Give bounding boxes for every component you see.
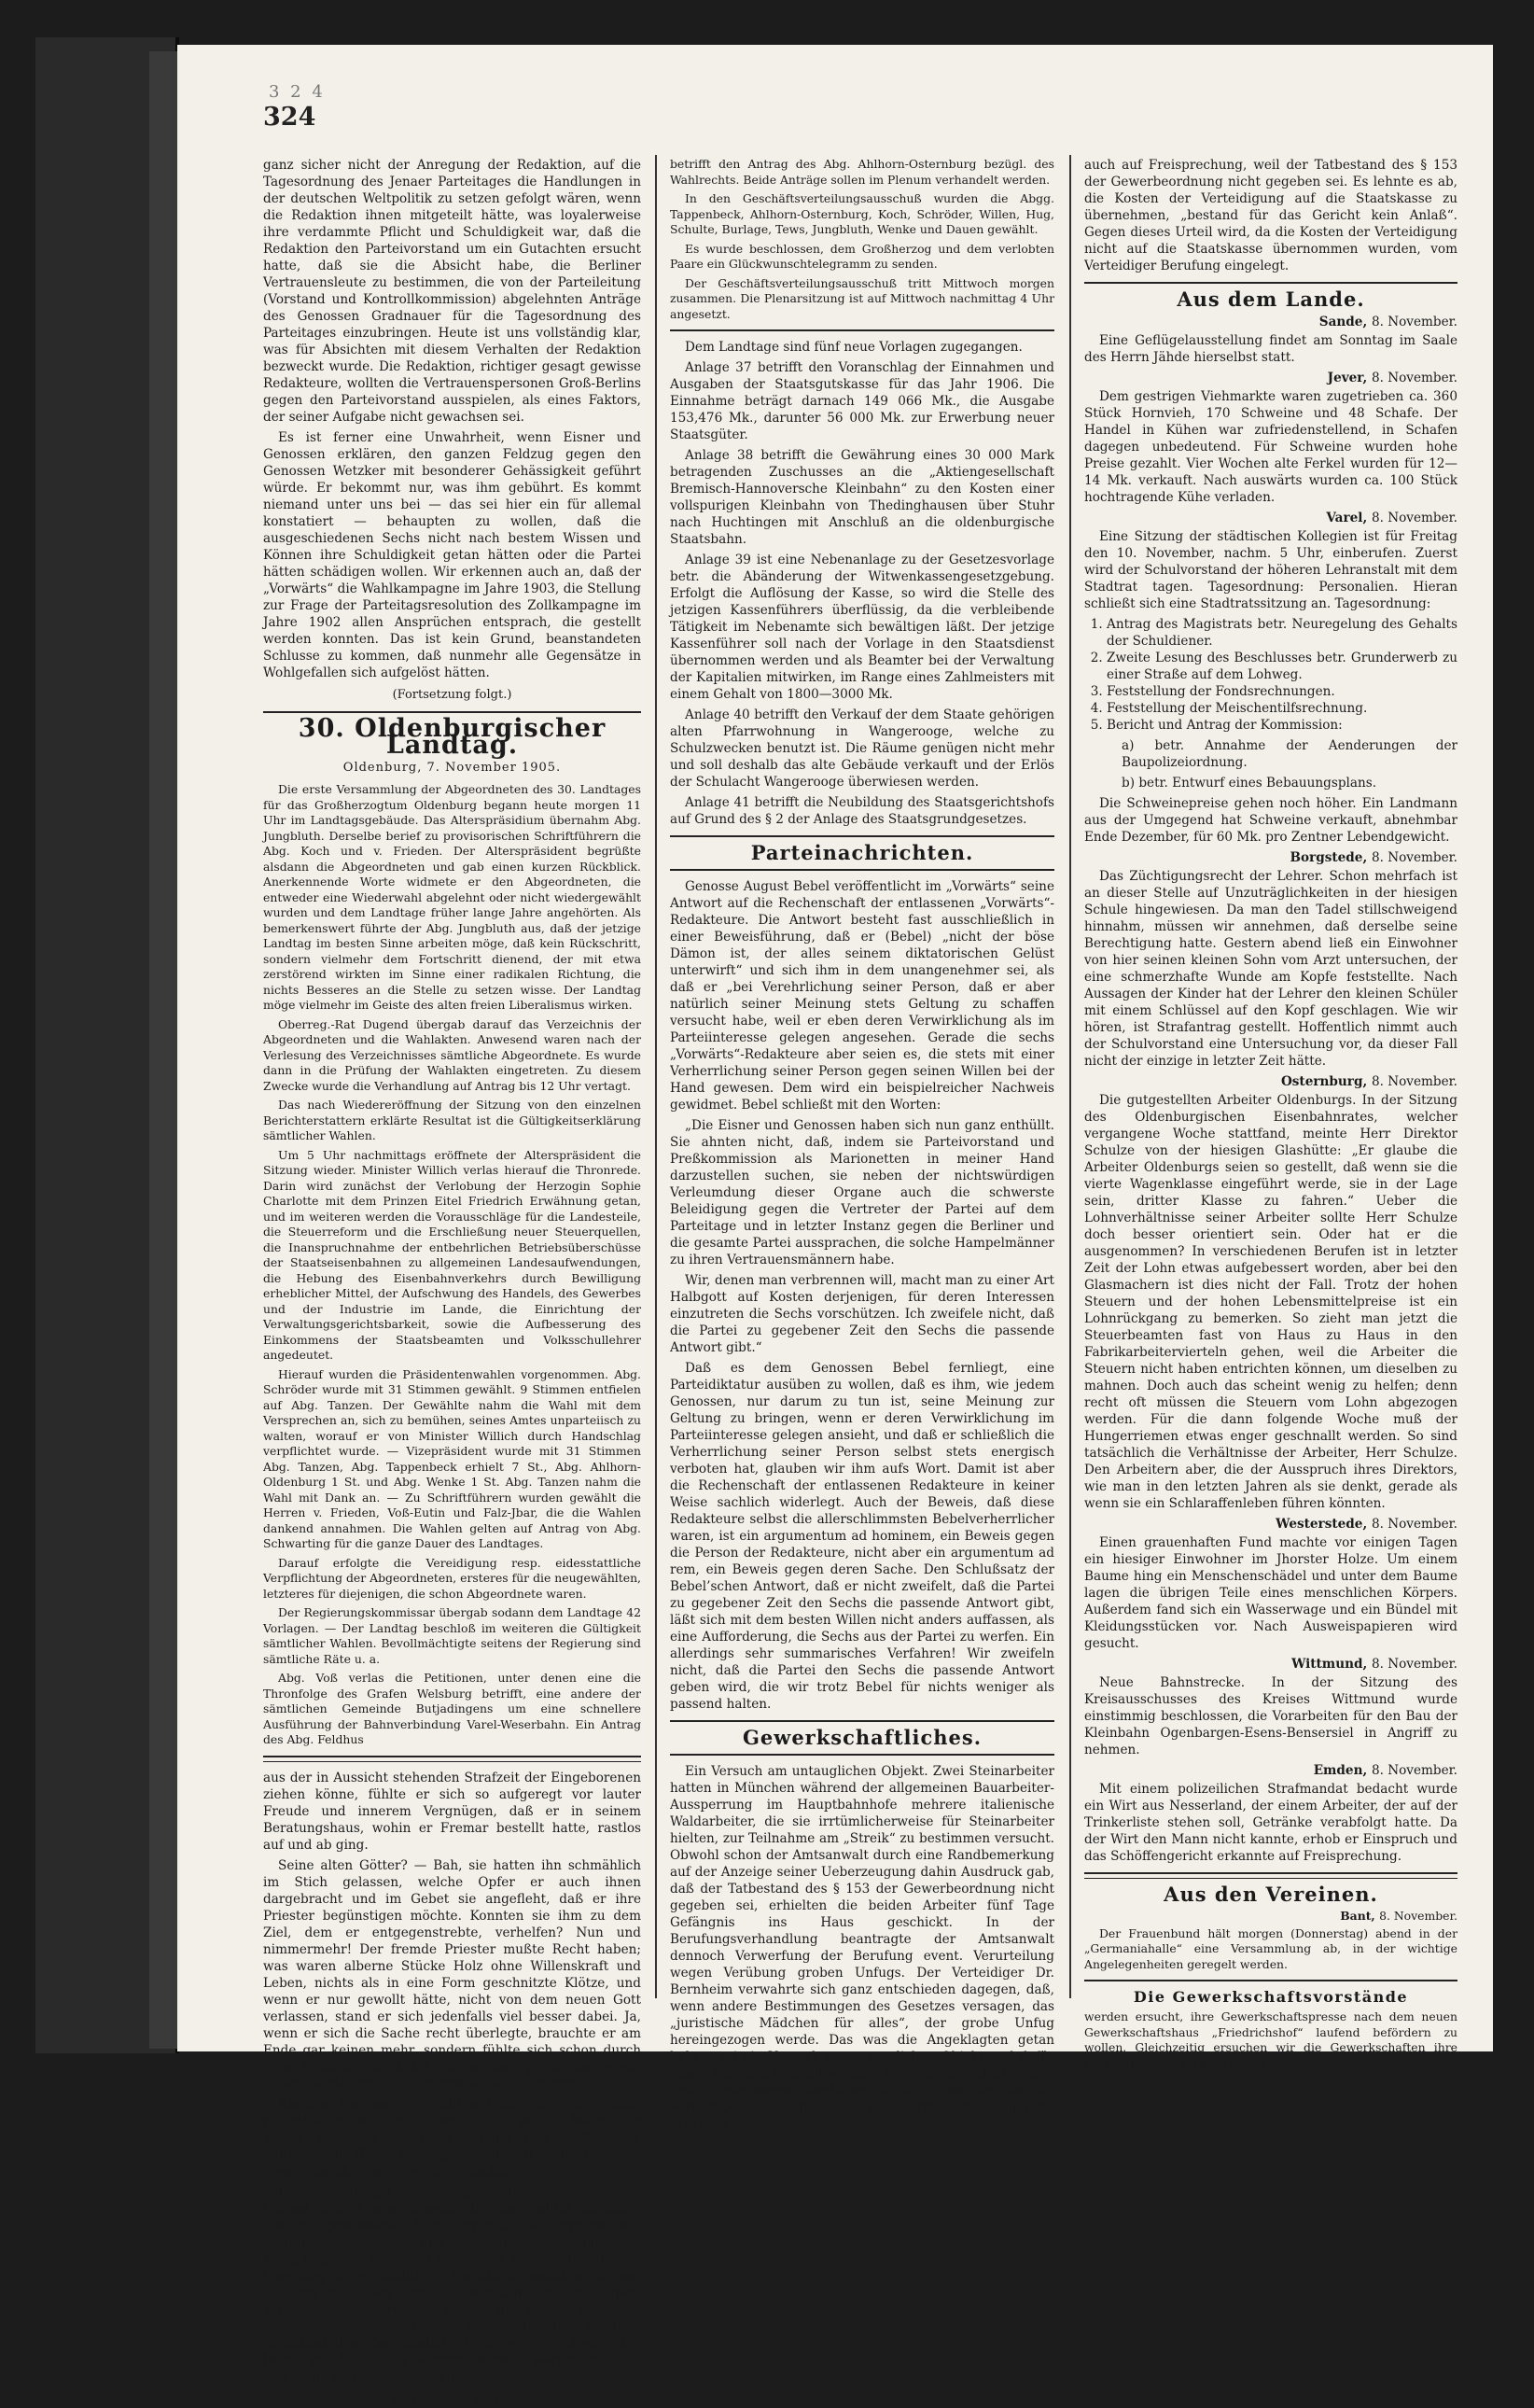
agenda-item: 4. Feststellung der Meischentilfsrechnung. [1107, 700, 1457, 717]
column-1 [263, 157, 641, 2406]
section-divider [1084, 282, 1457, 284]
dateline-sande [1084, 314, 1457, 330]
place-name: Sande, [1318, 315, 1368, 329]
place-name: Westerstede, [1276, 1517, 1368, 1532]
local-news-paragraph: Neue Bahnstrecke. In der Sitzung des Kreisausschusses des Kreises Wittmund wurde einstimmig beschlossen, die Vorarbeiten für den Bau der Kleinbahn Ogenbargen-Esens-Bensersiel in Angriff zu nehmen. [1084, 1675, 1457, 1757]
section-divider [1084, 1980, 1457, 1981]
feuilleton-paragraph: Ramara Toa war ein Vollblut-Heide und ein großer Häuptling; er betrachtete die Religion nur als Mittel zum Zweck, d. h. als ein Mittel, um das Volk im Zaum zu halten, nicht für seinen eigenen Bedarf, denn er stand sowohl darüber, wie über den Gesetzen. [263, 2096, 641, 2179]
continuation-note: (Fortsetzung folgt.) [392, 2391, 512, 2406]
dateline-varel [1084, 510, 1457, 526]
local-news-paragraph: Eine Sitzung der städtischen Kollegien ist für Freitag den 10. November, nachm. 5 Uhr, einberufen. Zuerst wird der Schulvorstand der höheren Lehranstalt mit dem Stadtrat tagen. Tagesordnung: Personalien. Hieran schließt sich eine Stadtratssitzung an. Tagesordnung: [1084, 529, 1457, 611]
gewerkschaftliches-headline: Gewerkschaftliches. [742, 1726, 983, 1749]
landtag-paragraph: Die erste Versammlung der Abgeordneten des 30. Landtages für das Großherzogtum Oldenburg begann heute morgen 11 Uhr im Landtagsgebäude. Das Alterspräsidium übernahm Abg. Jungbluth. Derselbe berief zu provisorischen Schriftführern die Abg. Koch und v. Frieden. Der Alterspräsident begrüßte alsdann die Abgeordneten und gab einen kurzen Rückblick. Anerkennende Worte widmete er den Abgeordneten, die entweder eine Wiederwahl abgelehnt oder nicht wiedergewählt wurden und dem Landtage früher lange Jahre angehörten. Als bemerkenswert führte der Abg. Jungbluth aus, daß der jetzige Landtag im besten Sinne arbeiten möge, daß kein Rückschritt, sondern vielmehr dem Fortschritt dienend, der mit etwa zerstörend wirkten im Sinne einer radikalen Richtung, die nichts Besseres an die Stelle zu setzen wisse. Der Landtag möge vielmehr im Geiste des alten freien Liberalismus wirken. [263, 782, 641, 1012]
feuilleton-divider [263, 1756, 641, 1762]
article-paragraph: Es ist ferner eine Unwahrheit, wenn Eisner und Genossen erklären, den ganzen Feldzug gegen den Genossen Wetzker mit besonderer Gehässigkeit geführt würde. Er bekommt nur, was ihm gebührt. Es kommt niemand unter uns bei — das sei hier ein für allemal konstatiert — behaupten zu wollen, daß die ausgeschiedenen Sechs nicht nach bestem Wissen und Können ihre Schuldigkeit getan hätten oder die Partei hätten schädigen wollen. Wir erkennen auch an, daß der „Vorwärts“ die Wahlkampagne im Jahre 1903, die Stellung zur Frage der Parteitagsresolution des Zollkampagne im Jahre 1902 allen Ansprüchen entsprach, die gestellt werden konnten. Das ist kein Grund, beanstandeten Schlusse zu kommen, daß nunmehr alle Gegensätze in Wohlgefallen sich aufgelöst hätten. [263, 430, 641, 680]
section-divider [670, 1720, 1054, 1722]
landtag-headline: 30. Oldenburgischer Landtag. [298, 714, 607, 760]
section-divider [1084, 1872, 1457, 1879]
agenda-item: 1. Antrag des Magistrats betr. Neuregelung des Gehalts der Schuldiener. [1107, 616, 1457, 650]
gewerkschaftsvorstaende-headline: Die Gewerkschaftsvorstände [1133, 1988, 1409, 2006]
aus-den-vereinen-headline: Aus den Vereinen. [1164, 1883, 1378, 1906]
feuilleton-paragraph: Seine alten Götter? — Bah, sie hatten ihn schmählich im Stich gelassen, welche Opfer er auch ihnen dargebracht und im Gebet sie angefleht, daß er ihre Priester begünstigen möchte. Konnten sie ihm zu dem Ziel, dem er entgegenstrebte, verhelfen? Nun und nimmermehr! Der fremde Priester mußte Recht haben; was waren alberne Stücke Holz ohne Willenskraft und Leben, nichts als in eine Form geschnitzte Klötze, und wenn er nur gewollt hätte, nicht von dem neuen Gott verlassen, stand er sich jedenfalls viel besser dabei. Ja, wenn er sich die Sache recht überlegte, brauchte er am Ende gar keinen mehr, sondern fühlte sich schon durch seine Ueberlegenheit der Waffen stark genug, um es mit seinen sämtlichen Feinden getrost aufzunehmen. [263, 1857, 641, 2092]
article-paragraph: ganz sicher nicht der Anregung der Redaktion, auf die Tagesordnung des Jenaer Parteitages die Handlungen in der deutschen Weltpolitik zu setzen gefolgt wären, wenn die Redaktion ihnen mitgeteilt hätte, was loyalerweise ihre verdammte Pflicht und Schuldigkeit war, daß die Redaktion den Parteivorstand um ein Gutachten ersucht hatte, daß sie die Absicht habe, die Berliner Vertrauensleute zu bestimmen, die von der Parteileitung (Vorstand und Kontrollkommission) abgelehnten Anträge des Genossen Gradnauer für die Tagesordnung des Parteitages einzubringen. Heute ist uns vollständig klar, was für Absichten mit diesem Verhalten der Redaktion bezweckt wurde. Die Redaktion, richtiger gesagt gewisse Redakteure, wollten die Vertrauenspersonen Groß-Berlins gegen den Parteivorstand ausspielen, als eines Faktors, der seiner Aufgabe nicht gewachsen sei. [263, 158, 641, 425]
gewerkschaft-paragraph: auch auf Freisprechung, weil der Tatbestand des § 153 der Gewerbeordnung nicht gegeben sei. Es lehnte es ab, die Kosten der Verteidigung auf die Staatskasse zu übernehmen, „bestand für das Gericht kein Anlaß“. Gegen dieses Urteil wird, da die Kosten der Verteidigung nicht auf die Staatskasse übernommen wurden, vom Verteidiger Berufung eingelegt. [1084, 158, 1457, 273]
section-divider [263, 711, 641, 713]
partei-paragraph: Wir, denen man verbrennen will, macht man zu einer Art Halbgott auf Kosten derjenigen, für deren Interessen einzutreten die Sechs vorschützen. Ich zweifele nicht, daß die Partei zu gegebener Zeit den Sechs die passende Antwort gibt.“ [670, 1273, 1054, 1355]
local-news-paragraph: Dem gestrigen Viehmarkte waren zugetrieben ca. 360 Stück Hornvieh, 170 Schweine und 48 Schafe. Der Handel in Kühen war zufriedenstellend, in Schafen dagegen unbedeutend. Für Schweine wurden hohe Preise gezahlt. Vier Wochen alte Ferkel wurden für 12—14 Mk. verkauft. Nach auswärts wurden ca. 100 Stück hochtragende Kühe verladen. [1084, 389, 1457, 505]
vorlagen-paragraph: Anlage 41 betrifft die Neubildung des Staatsgerichtshofs auf Grund des § 2 der Anlage des Staatsgrundgesetzes. [670, 795, 1054, 827]
place-date: 8. November. [1371, 1074, 1457, 1089]
place-date: 8. November. [1371, 315, 1457, 329]
local-news-paragraph: Die gutgestellten Arbeiter Oldenburgs. In der Sitzung des Oldenburgischen Eisenbahnrates, welcher vergangene Woche stattfand, meinte Herr Direktor Schulze von der hiesigen Glashütte: „Er glaube die Arbeiter Oldenburgs seien so gestellt, daß wenn sie die vierte Wagenklasse eingeführt werde, sie in der Lage sein, dritter Klasse zu fahren.“ Ueber die Lohnverhältnisse seiner Arbeiter sollte Herr Schulze doch besser orientiert sein. Oder hat er die ausgenommen? In verschiedenen Berufen ist in letzter Zeit der Lohn etwas aufgebessert worden, aber bei den Glasmachern ist dies nicht der Fall. Trotz der hohen Steuern und der hohen Lebensmittelpreise ist ein Lohnrückgang zu bemerken. So zieht man jetzt die Steuerbeamten fast von Haus zu Haus in den Fabrikarbeitervierteln gehen, weil die Arbeiter die Steuern nicht haben entrichten können, um dieselben zu mahnen. Doch auch das scheint wenig zu helfen; denn recht oft müssen die Steuern vom Lohn abgezogen werden. Für die dann folgende Woche muß der Hungerriemen etwas enger geschnallt werden. So sind tatsächlich die Verhältnisse der Arbeiter, Herr Schulze. Den Arbeitern aber, die der Ausspruch ihres Direktors, wie man in den letzten Jahren als sie denkt, gerade als wenn sie ein Schlaraffenleben führen könnten. [1084, 1093, 1457, 1511]
landtag-paragraph: Um 5 Uhr nachmittags eröffnete der Alterspräsident die Sitzung wieder. Minister Willich verlas hierauf die Thronrede. Darin wird zunächst der Verlobung der Herzogin Sophie Charlotte mit dem Prinzen Eitel Friedrich Erwähnung getan, und im weiteren werden die Vorausschläge für die Landesteile, die Steuerreform und die Erschließung neuer Steuerquellen, die Inanspruchnahme der entbehrlichen Betriebsüberschüsse der Staatseisenbahnen zu allgemeinen Landesaufwendungen, die Hebung des Eisenbahnverkehrs durch Bewilligung erheblicher Mittel, der Aufschwung des Handels, des Gewerbes und der Industrie im Lande, die Einrichtung der Verwaltungsgerichtsbarkeit, sowie die Aufbesserung des Einkommens der Staatsbeamten und Volksschullehrer angedeutet. [263, 1147, 641, 1362]
landtag-paragraph: In den Geschäftsverteilungsausschuß wurden die Abgg. Tappenbeck, Ahlhorn-Osternburg, Koch, Schröder, Willen, Hug, Schulte, Burlage, Tews, Jungbluth, Wenke und Dauen gewählt. [670, 191, 1054, 236]
agenda-item: 2. Zweite Lesung des Beschlusses betr. Grunderwerb zu einer Straße auf dem Lohweg. [1107, 650, 1457, 683]
landtag-paragraph: Der Geschäftsverteilungsausschuß tritt Mittwoch morgen zusammen. Die Plenarsitzung ist auf Mittwoch nachmittag 4 Uhr angesetzt. [670, 275, 1054, 321]
place-date: 8. November. [1371, 511, 1457, 525]
local-news-paragraph: Eine Geflügelausstellung findet am Sonntag im Saale des Herrn Jähde hierselbst statt. [1084, 333, 1457, 365]
column-rule-2 [1069, 155, 1071, 1998]
dateline-bant [1084, 1909, 1457, 1925]
section-divider [670, 835, 1054, 837]
landtag-paragraph: Das nach Wiedereröffnung der Sitzung von den einzelnen Berichterstattern erklärte Resultat ist die Gültigkeitserklärung sämtlicher Wahlen. [263, 1098, 641, 1142]
book-gutter-shadow [149, 51, 177, 2049]
landtag-paragraph: Es wurde beschlossen, dem Großherzog und dem verlobten Paare ein Glückwunschtelegramm zu senden. [670, 241, 1054, 271]
place-date: 8. November. [1371, 1657, 1457, 1672]
aus-dem-lande-headline: Aus dem Lande. [1177, 287, 1365, 311]
vorlagen-paragraph: Anlage 38 betrifft die Gewährung eines 30 000 Mark betragenden Zuschusses an die „Aktiengesellschaft Bremisch-Hannoversche Kleinbahn“ zu den Kosten einer vollspurigen Kleinbahn von Thedinghausen über Stuhr nach Huchtingen mit Anschluß an die oldenburgische Staatsbahn. [670, 448, 1054, 547]
landtag-paragraph: Abg. Voß verlas die Petitionen, unter denen eine die Thronfolge des Grafen Welsburg betrifft, eine andere der sämtlichen Gemeinde Butjadingens um eine schnellere Ausführung der Bahnverbindung Varel-Weserbahn. Ein Antrag des Abg. Feldhus [263, 1671, 641, 1746]
place-date: 8. November. [1379, 1909, 1457, 1923]
landtag-paragraph: Hierauf wurden die Präsidentenwahlen vorgenommen. Abg. Schröder wurde mit 31 Stimmen gewählt. 9 Stimmen entfielen auf Abg. Tanzen. Der Gewählte nahm die Wahl mit dem Versprechen an, sich zu bemühen, seines Amtes unparteiisch zu walten, worauf er von Minister Willich durch Handschlag verpflichtet wurde. — Vizepräsident wurde mit 31 Stimmen Abg. Tanzen, Abg. Tappenbeck erhielt 7 St., Abg. Ahlhorn-Oldenburg 1 St. und Abg. Wenke 1 St. Abg. Tanzen nahm die Wahl mit Dank an. — Zu Schriftführern wurden gewählt die Herren v. Frieden, Voß-Eutin und Falz-Jbar, die die Wahlen dankend annahmen. Die Wahlen gelten auf Antrag von Abg. Schwarting für die ganze Dauer des Landtages. [263, 1366, 641, 1550]
landtag-paragraph: Oberreg.-Rat Dugend übergab darauf das Verzeichnis der Abgeordneten und die Wahlakten. Anwesend waren nach der Verlesung des Verzeichnisses sämtliche Abgeordnete. Es wurde dann in die Prüfung der Wahlakten eingetreten. Zu diesem Zwecke wurde die Verhandlung auf Antrag bis 12 Uhr vertagt. [263, 1016, 641, 1093]
dateline-borgstede [1084, 849, 1457, 866]
place-date: 8. November. [1371, 850, 1457, 865]
column-rule-1 [655, 155, 657, 1998]
vorlagen-paragraph: Dem Landtage sind fünf neue Vorlagen zugegangen. [685, 340, 1023, 355]
landtag-dateline: Oldenburg, 7. November 1905. [342, 761, 562, 775]
dateline-emden [1084, 1762, 1457, 1779]
dateline-wittmund [1084, 1656, 1457, 1673]
section-divider [670, 329, 1054, 331]
local-news-paragraph: Mit einem polizeilichen Strafmandat bedacht wurde ein Wirt aus Nesserland, der einem Arbeiter, der auf der Trinkerliste stehen soll, Getränke verabfolgt hatte. Da der Wirt den Mann nicht kannte, erhob er Einspruch und das Schöffengericht erkannte auf Freisprechung. [1084, 1782, 1457, 1864]
agenda-list [1107, 616, 1457, 734]
agenda-item: 3. Feststellung der Fondsrechnungen. [1107, 683, 1457, 700]
place-date: 8. November. [1371, 371, 1457, 385]
gewerkschaft-paragraph: Ein Versuch am untauglichen Objekt. Zwei Steinarbeiter hatten in München während der allgemeinen Bauarbeiter-Aussperrung im Hauptbahnhofe mehrere italienische Waldarbeiter, die sie irrtümlicherweise für Steinarbeiter hielten, zur Teilnahme am „Streik“ zu bestimmen versucht. Obwohl schon der Amtsanwalt durch eine Randbemerkung auf der Anzeige seiner Ueberzeugung dahin Ausdruck gab, daß der Tatbestand des § 153 der Gewerbeordnung nicht gegeben sei, erhielten die beiden Arbeiter fünf Tage Gefängnis ins Haus geschickt. In der Berufungsverhandlung beantragte der Amtsanwalt dennoch Verwerfung der Berufung event. Verurteilung wegen Verübung groben Unfugs. Der Verteidiger Dr. Bernheim verwahrte sich ganz entschieden dagegen, daß, wenn andere Bestimmungen des Gesetzes versagen, das „juristische Mädchen für alles“, der grobe Unfug hereingezogen werde. Das was die Angeklagten getan haben, sei ein Versuch am untauglichen Objekt und dafür könne niemand bestraft werden. Er forderte Freisprechung unter Uebernahme sämtlicher Kosten, einschließlich der Verteidigung auf die Staatskasse. Das Schöffengericht erkannte denn [670, 1764, 1054, 2132]
vorlagen-paragraph: Anlage 40 betrifft den Verkauf der dem Staate gehörigen alten Pfarrwohnung in Wangerooge, welche zu Schulzwecken benutzt ist. Die Räume genügen nicht mehr und soll deshalb das alte Gebäude verkauft und der Erlös der Schulacht Wangerooge überwiesen werden. [670, 707, 1054, 790]
landtag-paragraph: betrifft den Antrag des Abg. Ahlhorn-Osternburg bezügl. des Wahlrechts. Beide Anträge sollen im Plenum verhandelt werden. [670, 157, 1054, 187]
parteinachrichten-headline: Parteinachrichten. [750, 841, 974, 864]
notice-paragraph: werden ersucht, ihre Gewerkschaftspresse nach dem neuen Gewerkschaftshaus „Friedrichshof“ laufend befördern zu wollen. Gleichzeitig ersuchen wir die Gewerkschaften ihre Empfehlungsplakate nach dort senden. [1084, 2009, 1457, 2070]
local-news-paragraph: Einen grauenhaften Fund machte vor einigen Tagen ein hiesiger Einwohner im Jhorster Holze. Um einem Baume hing ein Menschenschädel und unter dem Baume lagen die übrigen Teile eines menschlichen Körpers. Außerdem fand sich ein Wasserwage und ein Bündel mit Kleidungsstücken vor. Nach Ausweispapieren wird gesucht. [1084, 1535, 1457, 1651]
partei-paragraph: Daß es dem Genossen Bebel fernliegt, eine Parteidiktatur ausüben zu wollen, daß es ihm, wie jedem Genossen, nur darum zu tun ist, seine Meinung zur Geltung zu bringen, wenn er deren Verwirklichung im Parteiinteresse gelegen ansieht, und daß er schließlich die Verherrlichung seiner Person selbst stets energisch verboten hat, glauben wir ihm aufs Wort. Damit ist aber die Rechenschaft der entlassenen Redakteure in keiner Weise sachlich widerlegt. Auch der Beweis, daß diese Redakteure selbst die allerschlimmsten Bebelverherrlicher waren, ist ein argumentum ad hominem, ein Beweis gegen die Person der Redakteure, nicht aber ein argumentum ad rem, ein Beweis gegen deren Sache. Den Schlußsatz der Bebel’schen Antwort, daß er nicht zweifelt, daß die Partei zu gegebener Zeit den Sechs die passende Antwort gibt, läßt sich mit dem besten Willen nicht anders auffassen, als eine Aufforderung, die Sechs aus der Partei zu werfen. Ein allerdings sehr summarisches Verfahren! Wir zweifeln nicht, daß die Partei den Sechs die passende Antwort geben wird, die wir trotz Bebel für nichts weniger als passend halten. [670, 1361, 1054, 1712]
continuation-note: (Fortsetzung folgt.) [392, 688, 512, 702]
agenda-item: 5. Bericht und Antrag der Kommission: [1107, 717, 1457, 734]
partei-paragraph: „Die Eisner und Genossen haben sich nun ganz enthüllt. Sie ahnten nicht, daß, indem sie Parteivorstand und Preßkommission als Marionetten in meiner Hand darzustellen suchen, sie neben der nichtswürdigen Verleumdung dieser Organe auch die schwerste Beleidigung gegen die Vertreter der Partei auf dem Parteitage und in letzter Instanz gegen die Berliner und die gesamte Partei aussprachen, die solche Hampelmänner zu ihren Vertrauensmännern habe. [670, 1118, 1054, 1267]
place-name: Bant, [1340, 1909, 1375, 1923]
vorlagen-paragraph: Anlage 37 betrifft den Voranschlag der Einnahmen und Ausgaben der Staatsgutskasse für das Jahr 1906. Die Einnahme beträgt darnach 149 066 Mk., die Ausgabe 153,476 Mk., darunter 56 000 Mk. zur Erwerbung neuer Staatsgüter. [670, 360, 1054, 442]
vorlagen-paragraph: Anlage 39 ist eine Nebenanlage zu der Gesetzesvorlage betr. die Abänderung der Witwenkassengesetzgebung. Erfolgt die Auflösung der Kasse, so wird die Stelle des jetzigen Kassenführers überflüssig, da die verbleibende Tätigkeit im Nebenamte sich bewältigen läßt. Der jetzige Kassenführer soll nach der Vorlage in den Staatsdienst übernommen werden und als Beamter bei der Verwaltung der Kapitalien mitwirken, im Range eines Zahlmeisters mit einem Gehalt von 1800—3000 Mk. [670, 553, 1054, 702]
local-news-paragraph: Das Züchtigungsrecht der Lehrer. Schon mehrfach ist an dieser Stelle auf Unzuträglichkeiten in der hiesigen Schule hingewiesen. Da man den Tadel stillschweigend hinnahm, müssen wir annehmen, daß derselbe seine Berechtigung hatte. Gestern abend ließ ein Einwohner von hier seinen kleinen Sohn vom Arzt untersuchen, der eine schmerzhafte Wunde am Kopfe feststellte. Nach Aussagen der Kinder hat der Lehrer den kleinen Schüler mit einem Schlüssel auf den Kopf geschlagen. Wie wir hören, ist Strafantrag gestellt. Hoffentlich nimmt auch der Schulvorstand eine Untersuchung vor, da dieser Fall nicht der einzige in letzter Zeit hätte. [1084, 869, 1457, 1069]
section-divider [670, 1754, 1054, 1756]
dateline-osternburg [1084, 1073, 1457, 1090]
place-name: Emden, [1313, 1763, 1368, 1778]
landtag-paragraph: Darauf erfolgte die Vereidigung resp. eidesstattliche Verpflichtung der Abgeordneten, ersteres für die neugewählten, letzteres für diejenigen, die schon Abgeordnete waren. [263, 1555, 641, 1601]
place-name: Varel, [1326, 511, 1368, 525]
place-name: Wittmund, [1291, 1657, 1368, 1672]
place-name: Jever, [1327, 371, 1368, 385]
agenda-subitem: b) betr. Entwurf eines Bebauungsplans. [1122, 776, 1377, 791]
feuilleton-paragraph: aus der in Aussicht stehenden Strafzeit der Eingeborenen ziehen könne, fühlte er sich so aufgeregt vor lauter Freude und innerem Vergnügen, daß er in seinem Beratungshaus, wohin er Fremar bestellt hatte, rastlos auf und ab ging. [263, 1770, 641, 1853]
column-3 [1084, 157, 1457, 2070]
dateline-jever [1084, 370, 1457, 386]
place-name: Osternburg, [1280, 1074, 1368, 1089]
landtag-paragraph: Der Regierungskommissar übergab sodann dem Landtage 42 Vorlagen. — Der Landtag beschloß im weiteren die Gültigkeit sämtlicher Wahlen. Bevollmächtigte seitens der Regierung sind sämtliche Räte u. a. [263, 1605, 641, 1666]
place-name: Borgstede, [1290, 850, 1368, 865]
agenda-subitem: a) betr. Annahme der Aenderungen der Baupolizeiordnung. [1122, 738, 1457, 770]
local-news-paragraph: Die Schweinepreise gehen noch höher. Ein Landmann aus der Umgegend hat Schweine verkauft, abnehmbar Ende Dezember, für 60 Mk. pro Zentner Lebendgewicht. [1084, 796, 1457, 845]
partei-paragraph: Genosse August Bebel veröffentlicht im „Vorwärts“ seine Antwort auf die Rechenschaft der entlassenen „Vorwärts“-Redakteure. Die Antwort besteht fast ausschließlich in einer Beweisführung, daß er (Bebel) „nicht der böse Dämon ist, der alles seinem diktatorischen Gelüst unterwirft“ und sich ihm in dem unangenehmer sei, als daß er „bei Verehrlichung seiner Person, daß er aber natürlich seiner Meinung stets Geltung zu schaffen versucht habe, weil er eben deren Verwirklichung als im Parteiinteresse gelegen angesehen. Gerade die sechs „Vorwärts“-Redakteure aber seien es, die stets mit einer Verherrlichung seiner Person gegen seinen Willen bei der Hand gewesen. Dem wird ein beispielreicher Nachweis gewidmet. Bebel schließt mit den Worten: [670, 879, 1054, 1113]
newspaper-page [177, 45, 1493, 2406]
column-2 [670, 157, 1054, 2132]
page-number: 324 [263, 103, 316, 132]
dateline-westerstede [1084, 1516, 1457, 1533]
section-divider [670, 869, 1054, 871]
club-news-paragraph: Der Frauenbund hält morgen (Donnerstag) abend in der „Germaniahalle“ eine Versammlung ab, in der wichtige Angelegenheiten geregelt werden. [1084, 1925, 1457, 1971]
place-date: 8. November. [1371, 1763, 1457, 1778]
page-number-mark: 3 2 4 [269, 82, 326, 102]
feuilleton-paragraph: Indessen schritt Fremar langsam wieder seiner eigenen Heimat zu, und zwar ebensfalls bereits ziemlich befriedigt über den gewonnenen Erfolg. Er hatte alles erreicht, was er nur hoffen konnte, und wenn die Versammlung der Häuptlinge, wie er keinen Augenblick bezweifelte, auf den Vorschlag ihres mächtigen Vorschläge annahm, so war dadurch der Sieg des Christentums auf der Insel vollständig gesichert, denn Verbote und Strafen hinderten das Volk schon, in ihrem alten heidnischen Glauben zurückzufallen. Das nämliche Mittel war ja auf so vielen Inseln mit Erfolg angewendet worden, warum sollte es hier nicht die nämliche Wirkung zeigen? [263, 2184, 641, 2385]
place-date: 8. November. [1371, 1517, 1457, 1532]
